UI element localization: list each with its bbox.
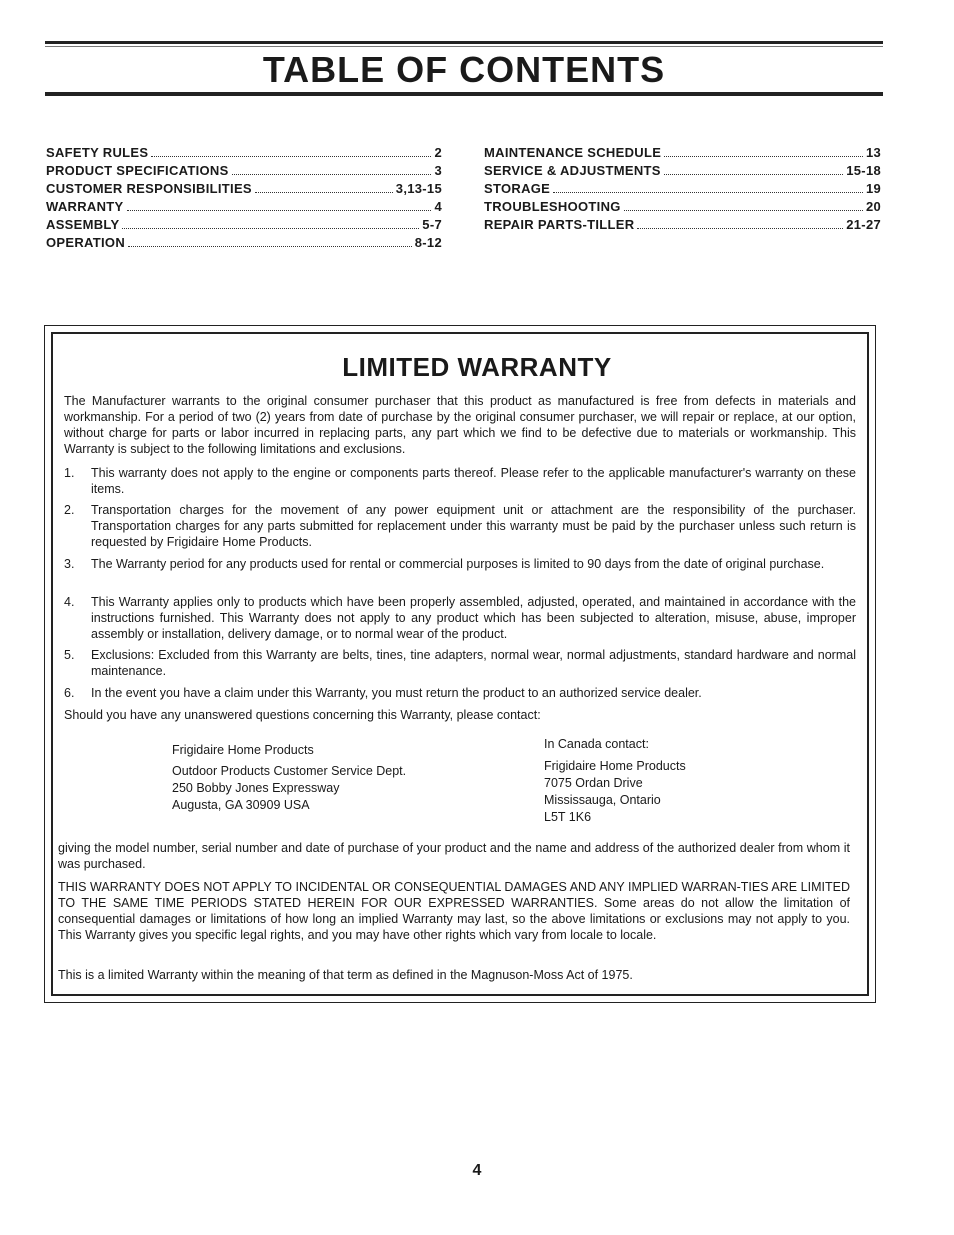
item-text: The Warranty period for any products used for rental or commercial purposes is limited to 90 days from the date of original purchase. bbox=[91, 557, 825, 571]
warranty-intro: The Manufacturer warrants to the original consumer purchaser that this product as manufactured is free from defects in materials and workmanship. For a period of two (2) years from date of purchase by the original consumer purchaser, we will repair or replace, at our option, without charge for parts or labor incurred in replacing parts, any part which we find to be defective due to materials or workmanship. This Warranty is subject to the following limitations and exclusions. bbox=[64, 394, 856, 456]
warranty-title: LIMITED WARRANTY bbox=[342, 352, 612, 382]
toc-entry-assembly[interactable]: ASSEMBLY 5-7 bbox=[46, 217, 442, 232]
item-text: This Warranty applies only to products which have been properly assembled, adjusted, operated, and maintained in accordance with the instructions furnished. This Warranty does not apply to any product which has been subjected to alteration, misuse, abuse, improper assembly or installation, delivery damage, or to normal wear of the product. bbox=[91, 595, 856, 641]
item-number: 5. bbox=[64, 648, 75, 662]
top-rule-thin bbox=[45, 46, 883, 47]
warranty-item-3 bbox=[64, 556, 856, 572]
title-underline bbox=[45, 92, 883, 96]
item-number: 4. bbox=[64, 595, 75, 609]
canada-address-line: Frigidaire Home Products bbox=[544, 759, 686, 773]
canada-address-line: 7075 Ordan Drive bbox=[544, 776, 643, 790]
us-address-line: Frigidaire Home Products bbox=[172, 743, 314, 757]
item-text: This warranty does not apply to the engine or components parts thereof. Please refer to the applicable manufacturer's warranty on these items. bbox=[91, 466, 856, 496]
us-address-line: Outdoor Products Customer Service Dept. bbox=[172, 764, 407, 778]
warranty-item-2 bbox=[64, 502, 856, 550]
toc-title: TABLE OF CONTENTS bbox=[262, 49, 666, 90]
giving-details: giving the model number, serial number and date of purchase of your product and the name and address of the authorized dealer from whom it was purchased. bbox=[58, 841, 850, 871]
toc-entry-product-specifications[interactable]: PRODUCT SPECIFICATIONS 3 bbox=[46, 163, 442, 178]
toc-entry-maintenance-schedule[interactable]: MAINTENANCE SCHEDULE 13 bbox=[484, 145, 881, 160]
item-number: 1. bbox=[64, 466, 75, 480]
toc-entry-safety-rules[interactable]: SAFETY RULES 2 bbox=[46, 145, 442, 160]
toc-entry-storage[interactable]: STORAGE 19 bbox=[484, 181, 881, 196]
toc-entry-repair-parts-tiller[interactable]: REPAIR PARTS-TILLER 21-27 bbox=[484, 217, 881, 232]
canada-address-line: Mississauga, Ontario bbox=[544, 793, 661, 807]
toc-left-column bbox=[46, 145, 442, 253]
us-address-line: 250 Bobby Jones Expressway bbox=[172, 781, 340, 795]
toc-entry-troubleshooting[interactable]: TROUBLESHOOTING 20 bbox=[484, 199, 881, 214]
canada-address bbox=[544, 736, 686, 826]
toc-entry-customer-responsibilities[interactable]: CUSTOMER RESPONSIBILITIES 3,13-15 bbox=[46, 181, 442, 196]
warranty-item-6 bbox=[64, 685, 856, 701]
item-text: Transportation charges for the movement of any power equipment unit or attachment are the responsibility of the purchaser. Transportation charges for any parts submitted for replacement under this warranty must be paid by the purchaser unless such return is requested by Frigidaire Home Products. bbox=[91, 503, 856, 549]
contact-intro: Should you have any unanswered questions concerning this Warranty, please contact: bbox=[64, 708, 541, 722]
toc-right-column bbox=[484, 145, 881, 235]
item-number: 2. bbox=[64, 503, 75, 517]
warranty-item-5 bbox=[64, 647, 856, 679]
canada-address-line: L5T 1K6 bbox=[544, 810, 592, 824]
magnuson-moss-note: This is a limited Warranty within the meaning of that term as defined in the Magnuson-Moss Act of 1975. bbox=[58, 968, 633, 982]
warranty-item-4 bbox=[64, 594, 856, 642]
us-address bbox=[172, 742, 406, 814]
toc-entry-service-adjustments[interactable]: SERVICE & ADJUSTMENTS 15-18 bbox=[484, 163, 881, 178]
toc-entry-warranty[interactable]: WARRANTY 4 bbox=[46, 199, 442, 214]
item-number: 6. bbox=[64, 686, 75, 700]
us-address-line: Augusta, GA 30909 USA bbox=[172, 798, 310, 812]
toc-entry-operation[interactable]: OPERATION 8-12 bbox=[46, 235, 442, 250]
page-number: 4 bbox=[472, 1162, 482, 1179]
top-rule bbox=[45, 41, 883, 44]
warranty-disclaimer: THIS WARRANTY DOES NOT APPLY TO INCIDENTAL OR CONSEQUENTIAL DAMAGES AND ANY IMPLIED WARRAN-TIES ARE LIMITED TO THE SAME TIME PERIODS STATED HEREIN FOR OUR EXPRESSED WARRANTIES. Some areas do not allow the limitation of consequential damages or limitations of how long an implied Warranty may last, so the above limitations or exclusions may not apply to you. This Warranty gives you specific legal rights, and you may have other rights which vary from locale to locale. bbox=[58, 880, 850, 942]
warranty-item-1 bbox=[64, 465, 856, 497]
canada-address-line: In Canada contact: bbox=[544, 737, 649, 751]
item-text: Exclusions: Excluded from this Warranty are belts, tines, tine adapters, normal wear, normal adjustments, standard hardware and normal maintenance. bbox=[91, 648, 856, 678]
item-number: 3. bbox=[64, 557, 75, 571]
item-text: In the event you have a claim under this Warranty, you must return the product to an authorized service dealer. bbox=[91, 686, 702, 700]
